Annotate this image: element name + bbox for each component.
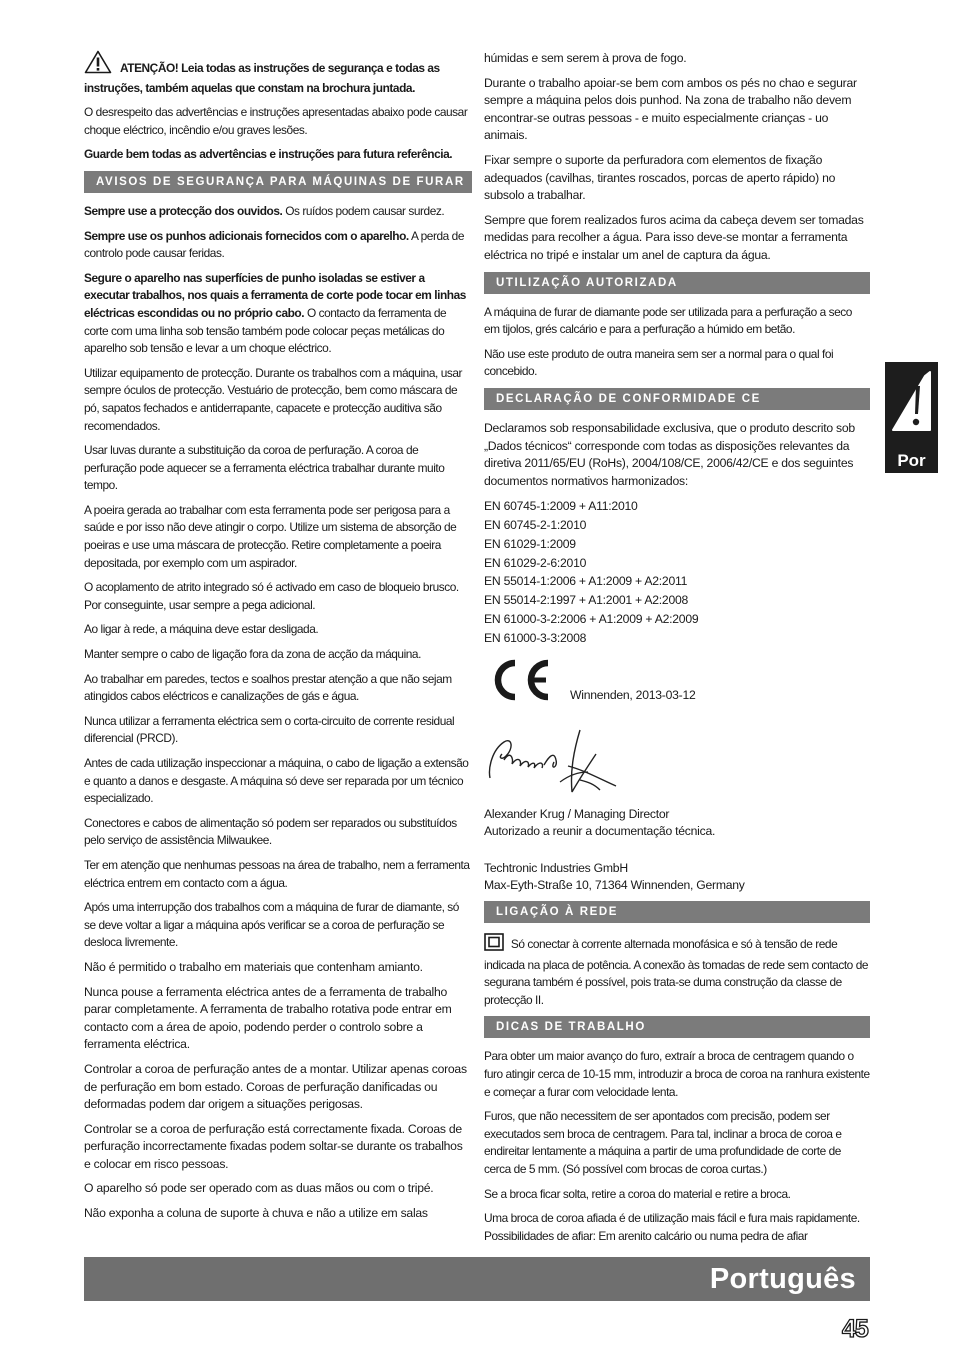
attention-paragraph [84, 50, 472, 97]
standard-item: EN 61029-1:2009 [484, 536, 576, 551]
safety-restart: Após uma interrupção dos trabalhos com a máquina de furar de diamante, só se deve voltar a ligar a máquina após verificar se a coroa de perfuração se desloca livremente. [84, 900, 459, 950]
use-description: A máquina de furar de diamante pode ser utilizada para a perfuração a seco em tijolos, grés calcário e para a perfuração a húmido em betão. [484, 304, 852, 337]
standard-item: EN 55014-1:2006 + A1:2009 + A2:2011 [484, 574, 688, 589]
safety-fixing: Fixar sempre o suporte da perfuradora com elementos de fixação adequados (cavilhas, tirantes roscados, porcas de aperto rápido) no subsolo a trabalhar. [484, 152, 836, 203]
standard-item: EN 60745-1:2009 + A11:2010 [484, 499, 638, 514]
safety-overhead: Sempre que forem realizados furos acima da cabeça devem ser tomadas medidas para recolher a água. Para isso deve-se montar a ferramenta eléctrica no tripé e instalar um anel de captura da água. [484, 212, 864, 262]
signer-role: Autorizado a reunir a documentação técnica. [484, 824, 716, 839]
safety-gloves: Usar luvas durante a substituição da coroa de perfuração. A coroa de perfuração pode aquecer se a ferramenta eléctrica trabalhar durante muito tempo. [84, 443, 445, 493]
right-column [484, 50, 870, 1252]
ce-mark-row [484, 656, 870, 722]
safety-water: Ter em atenção que nenhumas pessoas na área de trabalho, nem a ferramenta eléctrica entrem em contacto com a água. [84, 857, 470, 890]
use-restriction: Não use este produto de outra maneira sem ser a normal para o qual foi concebido. [484, 346, 834, 379]
language-code: Por [897, 451, 926, 470]
page-number: 45 [842, 1315, 868, 1343]
keep-instructions: Guarde bem todas as advertências e instruções para futura referência. [84, 147, 453, 162]
section-heading-ce-declaration: DECLARAÇÃO DE CONFORMIDADE CE [484, 388, 870, 410]
safety-rain-cont: húmidas e sem serem à prova de fogo. [484, 51, 687, 65]
language-title: Português [709, 1263, 856, 1295]
safety-set-down: Nunca pouse a ferramenta eléctrica antes de a ferramenta de trabalho parar completamente. A ferramenta de trabalho rotativa pode entrar em contacto com a área de apoio, podendo perder o controlo sobre a ferramenta eléctrica. [84, 984, 452, 1052]
left-column [84, 50, 472, 1230]
safety-walls: Ao trabalhar em paredes, tectos e soalhos prestar atenção a que não sejam atingidos cabos eléctricos e canalizações de gás e água. [84, 671, 452, 704]
section-heading-work-tips: DICAS DE TRABALHO [484, 1016, 870, 1038]
warning-triangle-icon [84, 50, 112, 80]
footer-language-bar [84, 1257, 870, 1301]
safety-insulated-grip: Segure o aparelho nas superfícies de punho isoladas se estiver a executar trabalhos, nos quais a ferramenta de corte pode tocar em linhas eléctricas escondidas ou no próprio cabo. O contacto da ferramenta de corte com uma linha sob tensão também pode colocar peças metálicas do aparelho sob tensão e levar a um choque eléctrico. [84, 270, 466, 356]
tip-sharpening: Uma broca de coroa afiada é de utilização mais fácil e fura mais rapidamente. Possibilidades de afiar: Em arenito calcário ou numa pedra de afiar [484, 1211, 860, 1243]
tip-loose-bit: Se a broca ficar solta, retire a coroa do material e retire a broca. [484, 1186, 791, 1201]
safety-prcd: Nunca utilizar a ferramenta eléctrica sem o corta-circuito de corrente residual diferencial (PRCD). [84, 713, 455, 746]
signature-image [484, 720, 624, 802]
class-ii-double-insulation-icon [484, 933, 504, 957]
safety-clutch: O acoplamento de atrito integrado só é activado em caso de bloqueio brusco. Por conseguinte, usar sempre a pega adicional. [84, 580, 459, 612]
signer-name: Alexander Krug / Managing Director [484, 806, 670, 821]
safety-switch-off: Ao ligar à rede, a máquina deve estar desligada. [84, 622, 319, 637]
standard-item: EN 61029-2-6:2010 [484, 555, 587, 570]
safety-two-hands: O aparelho só pode ser operado com as duas mãos ou com o tripé. [84, 1181, 434, 1196]
company-address: Max-Eyth-Straße 10, 71364 Winnenden, Germany [484, 878, 745, 893]
safety-inspect: Antes de cada utilização inspeccionar a máquina, o cabo de ligação a extensão e quanto a danos e desgaste. A máquina só deve ser reparada por um técnico especializado. [84, 756, 469, 806]
section-heading-mains: LIGAÇÃO À REDE [484, 901, 870, 923]
safety-asbestos: Não é permitido o trabalho em materiais que contenham amianto. [84, 959, 423, 974]
warning-exclamation-icon [885, 362, 938, 442]
ce-date: Winnenden, 2013-03-12 [570, 687, 696, 702]
safety-check-bit: Controlar a coroa de perfuração antes de a montar. Utilizar apenas coroas de perfuração em bom estado. Coroas de perfuração danificadas ou deformadas podem dar origem a situações perigosas. [84, 1061, 467, 1112]
company-name: Techtronic Industries GmbH [484, 860, 628, 875]
tip-centering: Para obter um maior avanço do furo, extraír a broca de centragem quando o furo atingir cerca de 10-15 mm, introduzir a broca de coroa na ranhura existente e começar a furar com velocidade lenta. [484, 1049, 870, 1099]
ce-statement: Declaramos sob responsabilidade exclusiva, que o produto descrito sob „Dados técnicos“ corresponde com todas as disposições relevantes da diretiva 2011/65/EU (RoHs), 2004/108/CE, 2006/42/CE e dos seguintes documentos normativos harmonizados: [484, 420, 855, 488]
section-heading-drill-safety: AVISOS DE SEGURANÇA PARA MÁQUINAS DE FURAR [84, 171, 472, 193]
safety-dust: A poeira gerada ao trabalhar com esta ferramenta pode ser perigosa para a saúde e por isso não deve atingir o corpo. Utilize um sistema de absorção de poeiras e use uma máscara de protecção. Retire completamente a poeira depositada, por exemplo com um aspirador. [84, 502, 457, 570]
standard-item: EN 60745-2-1:2010 [484, 518, 587, 533]
ce-mark-icon [488, 656, 552, 704]
safety-rain: Não exponha a coluna de suporte à chuva e não a utilize em salas [84, 1206, 428, 1221]
safety-handles: Sempre use os punhos adicionais fornecidos com o aparelho. A perda de controlo pode causar feridas. [84, 228, 464, 261]
standard-item: EN 61000-3-2:2006 + A1:2009 + A2:2009 [484, 612, 699, 627]
attention-text: ATENÇÃO! Leia todas as instruções de segurança e todas as instruções, também aquelas que constam na brochura juntada. [84, 61, 440, 95]
tip-no-centering: Furos, que não necessitem de ser apontados com precisão, podem ser executados sem broca de centragem. Para tal, inclinar a broca de coroa e endireitar lentamente a máquina a partir de uma profundidade de corte de cerca de 5 mm. (Só possível com brocas de coroa curtas.) [484, 1109, 842, 1176]
standard-item: EN 61000-3-3:2008 [484, 630, 587, 645]
section-heading-authorized-use: UTILIZAÇÃO AUTORIZADA [484, 272, 870, 294]
standard-item: EN 55014-2:1997 + A1:2001 + A2:2008 [484, 593, 689, 608]
safety-hearing: Sempre use a protecção dos ouvidos. Os ruídos podem causar surdez. [84, 203, 445, 218]
warning-consequence: O desrespeito das advertências e instruções apresentadas abaixo pode causar choque eléctrico, incêndio e/ou graves lesões. [84, 105, 468, 137]
safety-connectors: Conectores e cabos de alimentação só podem ser reparados ou substituídos pelo serviço de assistência Milwaukee. [84, 815, 457, 848]
safety-cable: Manter sempre o cabo de ligação fora da zona de acção da máquina. [84, 647, 421, 662]
safety-protective-equipment: Utilizar equipamento de protecção. Durante os trabalhos com a máquina, usar sempre óculos de protecção. Vestuário de protecção, bem como máscara de pó, sapatos fechados e antiderrapante, capacete e protecção auditiva são recomendados. [84, 365, 463, 433]
language-side-tab [885, 362, 938, 473]
standards-list [484, 497, 870, 647]
safety-fixed-bit: Controlar se a coroa de perfuração está correctamente fixada. Coroas de perfuração incorrectamente fixadas podem soltar-se durante os trabalhos e colocar em risco pessoas. [84, 1121, 463, 1171]
safety-stance: Durante o trabalho apoiar-se bem com ambos os pés no chao e segurar sempre a máquina pelos dois punhod. Na zona de trabalho não devem encontrar-se outras pessoas - e muito especialmente crianças - uo animais. [484, 75, 857, 143]
mains-text: Só conectar à corrente alternada monofásica e só à tensão de rede indicada na placa de potência. A conexão às tomadas de rede sem contacto de segurana também é possível, pois trata-se duma construção da classe de protecção II. [484, 933, 870, 1009]
